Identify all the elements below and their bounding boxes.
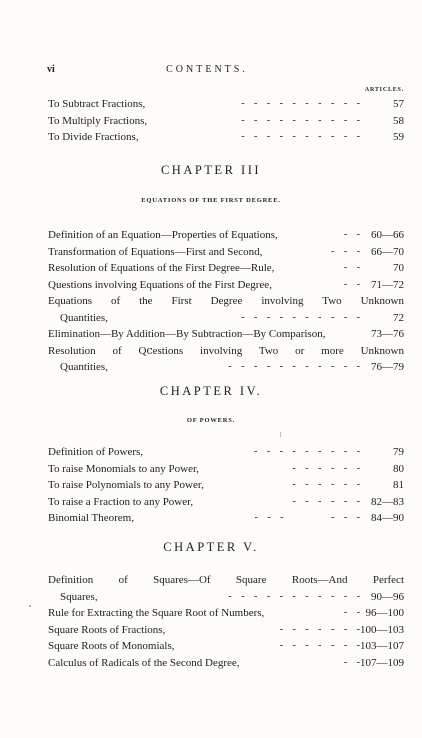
- toc-entry: [48, 326, 404, 343]
- leader-dashes: - - - - - -: [292, 479, 360, 490]
- entry-text: To raise Polynomials to any Power,: [48, 479, 204, 491]
- toc-entry: [48, 605, 404, 622]
- leader-dashes: - - - - - - - - - -: [241, 114, 360, 126]
- chapter-subtitle: OF POWERS.: [186, 417, 236, 424]
- entry-text: Calculus of Radicals of the Second Degree,: [48, 656, 240, 669]
- toc-entry: [48, 477, 404, 494]
- article-range: 70: [393, 262, 404, 274]
- leader-dashes: - - - - - -: [292, 495, 360, 507]
- entry-text: Definition of Powers,: [48, 446, 144, 458]
- toc-entry: [48, 260, 404, 277]
- article-range: 60—66: [371, 229, 404, 241]
- article-range: 107—109: [360, 656, 404, 669]
- page-number: vi: [47, 64, 55, 75]
- entry-text: Squares,: [60, 590, 98, 603]
- chapter-entries: [48, 444, 404, 527]
- leader-dashes: - -: [343, 656, 360, 668]
- leader-dashes: - - - - - -: [254, 512, 360, 523]
- toc-entry: [48, 510, 404, 527]
- print-speck: [29, 605, 31, 607]
- entry-text: Resolution of Equations of the First Degree—Rule,: [48, 262, 275, 274]
- toc-entry: [48, 589, 404, 606]
- entry-text: Square Roots of Monomials,: [48, 640, 175, 652]
- leader-dashes: - -: [343, 607, 360, 618]
- article-range: 100—103: [360, 623, 404, 636]
- toc-entry: [48, 244, 404, 261]
- toc-entry: [48, 655, 404, 672]
- toc-entry: [48, 310, 404, 327]
- chapter-subtitle: EQUATIONS OF THE FIRST DEGREE.: [141, 197, 281, 204]
- leader-dashes: - - - - - - -: [279, 623, 360, 635]
- article-range: 57: [393, 98, 404, 110]
- chapter-entries: [48, 572, 404, 671]
- leader-dashes: - - - - - - -: [279, 640, 360, 651]
- entry-text: Rule for Extracting the Square Root of Numbers,: [48, 607, 265, 619]
- print-speck: [280, 432, 281, 437]
- toc-entry: [48, 622, 404, 639]
- leader-dashes: - - - - - - - - -: [254, 446, 360, 457]
- toc-entry: [48, 638, 404, 655]
- toc-entry: [48, 494, 404, 511]
- entry-text: Transformation of Equations—First and Second,: [48, 245, 263, 258]
- article-range: 84—90: [371, 512, 404, 524]
- entry-text: Quantities,: [60, 311, 108, 324]
- leader-dashes: - -: [343, 229, 360, 240]
- article-range: 71—72: [371, 278, 404, 291]
- toc-entry: [48, 359, 404, 376]
- entry-text: To Multiply Fractions,: [48, 114, 148, 127]
- chapter-title: CHAPTER V.: [163, 540, 259, 554]
- entry-text: Binomial Theorem,: [48, 512, 134, 524]
- articles-column-label: ARTICLES.: [364, 87, 404, 93]
- entry-text: Resolution of Qⅽestions involving Two or more Unknown: [48, 344, 404, 357]
- chapter-title: CHAPTER III: [160, 163, 262, 177]
- article-range: 79: [393, 446, 404, 458]
- toc-entry: [48, 113, 404, 130]
- running-title: CONTENTS.: [166, 64, 248, 75]
- toc-entry: [48, 96, 404, 113]
- article-range: 81: [393, 479, 404, 491]
- entry-text: Equations of the First Degree involving Two Unknown: [48, 295, 404, 307]
- leader-dashes: - - - - - - - - - - -: [228, 590, 360, 602]
- article-range: 82—83: [371, 495, 404, 508]
- chapter-title: CHAPTER IV.: [159, 384, 263, 398]
- entry-text: To raise a Fraction to any Power,: [48, 495, 194, 508]
- toc-entry: [48, 129, 404, 146]
- toc-entry: [48, 293, 404, 310]
- entry-text: To Subtract Fractions,: [48, 98, 146, 110]
- article-range: 72: [393, 311, 404, 324]
- leader-dashes: - - - - - - - - - -: [241, 98, 360, 109]
- toc-entry: [48, 343, 404, 360]
- leader-dashes: - -: [343, 278, 360, 290]
- article-range: 66—70: [371, 245, 404, 258]
- entry-text: Quantities,: [60, 361, 108, 373]
- entry-text: Elimination—By Addition—By Subtraction—By Comparison,: [48, 328, 326, 340]
- entry-text: To Divide Fractions,: [48, 131, 139, 143]
- article-range: 73—76: [371, 328, 404, 340]
- entry-text: Definition of an Equation—Properties of Equations,: [48, 229, 278, 241]
- toc-entry: [48, 277, 404, 294]
- leader-dashes: - - -: [331, 245, 360, 257]
- toc-entry: [48, 444, 404, 461]
- article-range: 96—100: [365, 607, 404, 619]
- entry-text: Square Roots of Fractions,: [48, 623, 166, 636]
- entry-text: Definition of Squares—Of Square Roots—And Perfect: [48, 574, 404, 586]
- article-range: 59: [393, 131, 404, 143]
- leader-dashes: - - - - - - - - - -: [241, 311, 360, 323]
- chapter-entries: [48, 227, 404, 376]
- article-range: 76—79: [371, 361, 404, 373]
- top-entries: [48, 96, 404, 146]
- article-range: 80: [393, 462, 404, 475]
- toc-entry: [48, 227, 404, 244]
- article-range: 58: [393, 114, 404, 127]
- leader-dashes: - -: [343, 262, 360, 273]
- entry-text: Questions involving Equations of the First Degree,: [48, 278, 272, 291]
- article-range: 90—96: [371, 590, 404, 603]
- entry-text: To raise Monomials to any Power,: [48, 462, 199, 475]
- article-range: 103—107: [360, 640, 404, 652]
- leader-dashes: - - - - - - - - - - -: [228, 361, 360, 372]
- toc-entry: [48, 572, 404, 589]
- leader-dashes: - - - - - - - - - -: [241, 131, 360, 142]
- leader-dashes: - - - - - -: [292, 462, 360, 474]
- toc-entry: [48, 461, 404, 478]
